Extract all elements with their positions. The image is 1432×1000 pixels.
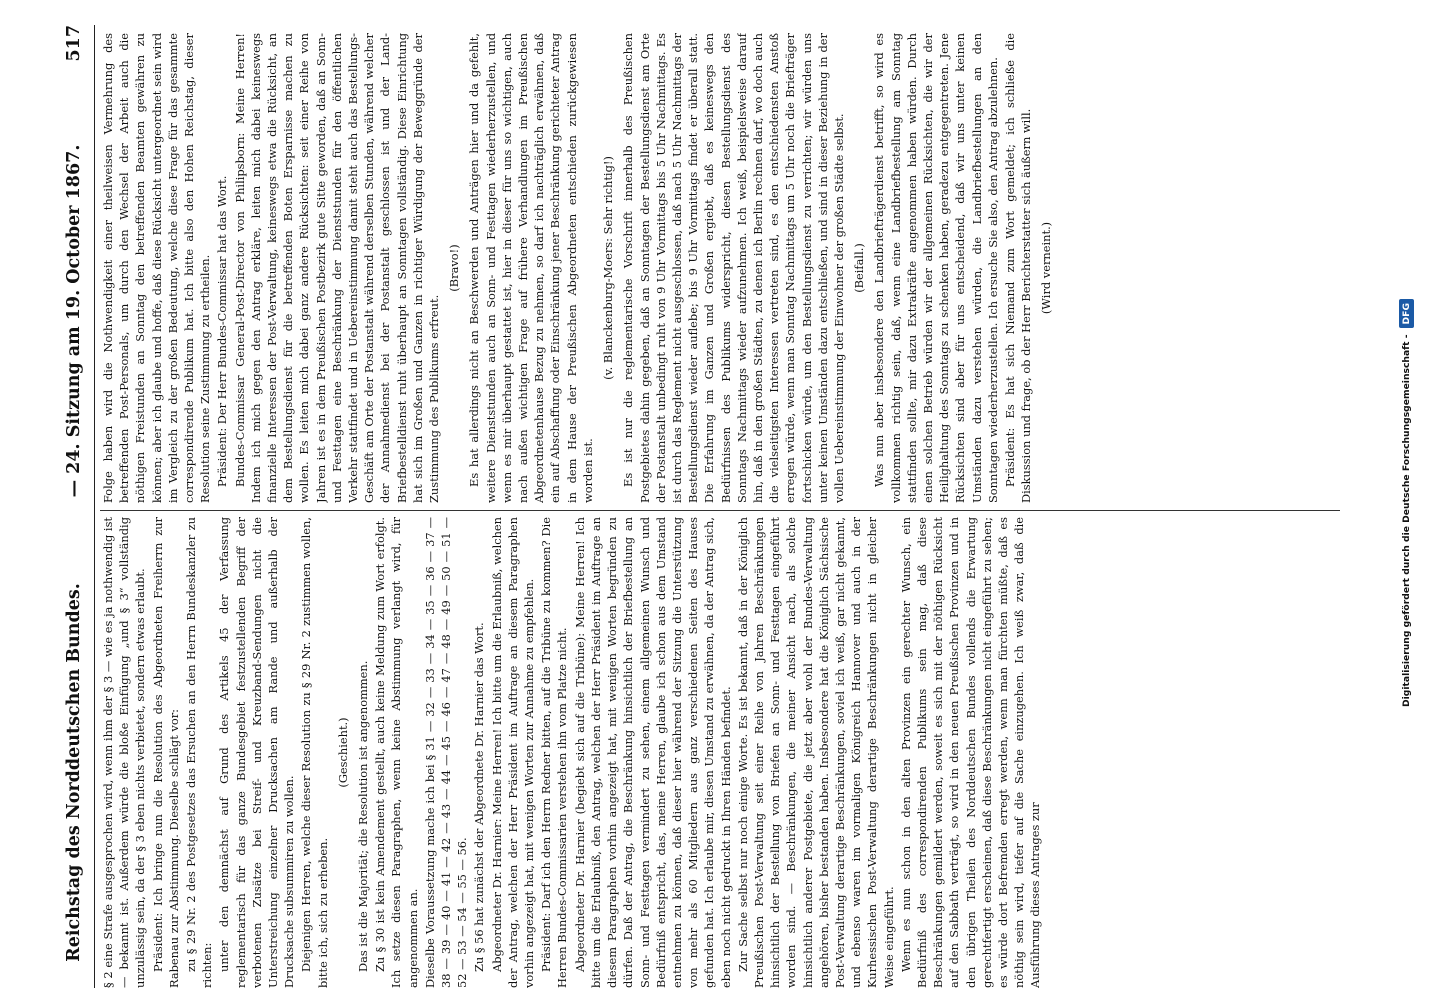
paragraph: Diejenigen Herren, welche dieser Resolution zu § 29 Nr. 2 zustimmen wollen, bitte ich, sich zu erheben. xyxy=(299,517,330,988)
paragraph: Präsident: Darf ich den Herrn Redner bitten, auf die Tribüne zu kommen? Die Herren Bundes-Commissarien verstehen ihn vom Platze nicht. xyxy=(539,517,570,988)
left-column xyxy=(100,517,1340,988)
paragraph: Folge haben wird die Nothwendigkeit einer theilweisen Vermehrung des betreffenden Post-Personals, um durch den Wechsel der Arbeit auch die nöthigen Freistunden an Sonntag den betreffenden Beamten gewähren zu können; aber ich glaube und hoffe, daß diese Rücksicht untergeordnet sein wird im Vergleich zu der großen Bedeutung, welche diese Frage für das gesammte correspondirende Publikum hat. Ich bitte also den Hohen Reichstag, dieser Resolution seine Zustimmung zu ertheilen. xyxy=(101,33,213,503)
paragraph: Das ist die Majorität; die Resolution ist angenommen. xyxy=(356,660,371,972)
paragraph: Was nun aber insbesondere den Landbriefträgerdienst betrifft, so wird es vollkommen richtig sein, daß, wenn eine Landbriefbestellung am Sonntag stattfinden sollte, mir dazu Extrakräfte angenommen haben würden. Durch einen solchen Betrieb würden wir der allgemeinen Rücksichten, die wir der Heilighaltung des Sonntags zu schenken haben, geradezu entgegentreten. Jene Rücksichten sind aber für uns entscheidend, daß wir uns unter keinen Umständen dazu verstehen würden, die Landbriefbestellungen an den Sonntagen wiederherzustellen. Ich ersuche Sie also, den Antrag abzulehnen. xyxy=(872,33,1000,503)
paragraph: unter den demnächst auf Grund des Artikels 45 der Verfassung reglementarisch für das ganze Bundesgebiet festzustellenden Begriff der verbotenen Zusätze bei Streif- und Kreuzband-Sendungen nicht die Unterstreichung einzelner Drucksachen am Rande und außerhalb der Drucksache subsummiren zu wollen. xyxy=(217,517,297,988)
paragraph: (Beifall.) xyxy=(852,243,867,293)
header-session: — 24. Sitzung am 19. October 1867. xyxy=(64,144,84,498)
paragraph: Es hat allerdings nicht an Beschwerden und Anträgen hier und da gefehlt, weitere Dienststunden auch an Sonn- und Festtagen wiederherzustellen, und wenn es mir überhaupt gestattet ist, hier in dieser für uns so wichtigen, auch nach außen wichtigen Frage auf frühere Verhandlungen im Preußischen Abgeordnetenhause Bezug zu nehmen, so darf ich nachträglich erwähnen, daß ein auf Abschaffung oder Einschränkung jener Beschränkung gerichteter Antrag in dem Hause der Preußischen Abgeordneten entschieden zurückgewiesen worden ist. xyxy=(467,33,595,503)
paragraph: Zu § 56 hat zunächst der Abgeordnete Dr. Harnier das Wort. xyxy=(472,622,487,972)
page-number: 517 xyxy=(64,25,84,62)
paragraph: Abgeordneter Dr. Harnier (begiebt sich auf die Tribüne): Meine Herren! Ich bitte um die Erlaubniß, den Antrag, welchen der Herr Präsident im Auftrage an diesem Paragraphen vorhin angezeigt hat, mit wenigen Worten begründen zu dürfen. Daß der Antrag, die Beschränkung hinsichtlich der Briefbestellung an Sonn- und Festtagen vermindert zu sehen, einem allgemeinen Wunsch und Bedürfniß entspricht, das, meine Herren, glaube ich schon aus dem Umstand entnehmen zu können, daß dieser hier während der Sitzung die Unterstützung von mehr als 60 Mitgliedern aus ganz verschiedenen Seiten des Hauses gefunden hat. Ich erlaube mir, diesen Umstand zu erwähnen, da der Antrag sich, eben noch nicht gedruckt in Ihren Händen befindet. xyxy=(572,517,733,988)
paragraph: Zu § 30 ist kein Amendement gestellt, auch keine Meldung zum Wort erfolgt. Ich setze diesen Paragraphen, wenn keine Abstimmung verlangt wird, für angenommen an. xyxy=(373,517,420,988)
paragraph: Abgeordneter Dr. Harnier: Meine Herren! Ich bitte um die Erlaubniß, welchen der Antrag, welchen der Herr Präsident im Auftrage an diesem Paragraphen vorhin angezeigt hat, mit wenigen Worten zur Annahme zu empfehlen. xyxy=(489,517,537,988)
paragraph: Präsident: Es hat sich Niemand zum Wort gemeldet; ich schließe die Diskussion und frage, ob der Herr Berichterstatter sich äußern will. xyxy=(1002,33,1034,503)
paragraph: Dieselbe Voraussetzung mache ich bei § 31 — 32 — 33 — 34 — 35 — 36 — 37 — 38 — 39 — 40 — 41 — 42 — 43 — 44 — 45 — 46 — 47 — 48 — 49 — 50 — 51 — 52 — 53 — 54 — 55 — 56. xyxy=(422,517,470,988)
right-column xyxy=(100,33,1340,503)
paragraph: Präsident: Der Herr Bundes-Commissar hat das Wort. xyxy=(215,175,230,487)
paragraph: Es ist nur die reglementarische Vorschrift innerhalb des Preußischen Postgebietes dahin gegeben, daß an Sonntagen der Bestellungsdienst am Orte der Postanstalt unbedingt ruht von 9 Uhr Vormittags bis 5 Uhr Nachmittags. Es ist durch das Reglement nicht ausgeschlossen, daß nach 5 Uhr Nachmittags der Bestellungsdienst wieder auflebe; bis 9 Uhr Vormittags findet er überall statt. Die Erfahrung im Ganzen und Großen ergiebt, daß es keineswegs den Bedürfnissen des Publikums widerspricht, diesen Bestellungsdienst des Sonntags Nachmittags wieder aufzunehmen. Ich weiß, beispielsweise darauf hin, daß in den großen Städten, zu denen ich Berlin rechnen darf, wo doch auch die vielseitigsten Interessen vertreten sind, es den entschiedensten Anstoß erregen würde, wenn man Sonntag Nachmittags um 5 Uhr noch die Briefträger fortschicken würde, um den Bestellungsdienst zu verrichten; wir würden uns unter keinen Umständen dazu entschließen, und sind in dieser Beziehung in der vollen Uebereinstimmung der Einwohner der großen Städte selbst. xyxy=(621,33,846,503)
column-divider xyxy=(100,510,1340,511)
paragraph: (Bravo!) xyxy=(447,244,462,292)
paragraph: § 2 eine Strafe ausgesprochen wird, wenn ihm der § 3 — wie es ja nothwendig ist — bekannt ist. Außerdem würde die bloße Einfügung „und § 3“ vollständig unzulässig sein, da der § 3 eben nichts verbietet, sondern etwas erlaubt. xyxy=(101,517,148,988)
digitization-credit: Digitalisierung gefördert durch die Deutsche Forschungsgemeinschaft - xyxy=(1400,334,1412,708)
paragraph: (Geschieht.) xyxy=(335,717,350,788)
paragraph: Wenn es nun schon in den alten Provinzen ein gerechter Wunsch, ein Bedürfniß des correspondirenden Publikums sein mag, daß diese Beschränkungen gemildert werden, soweit es sich mit der nöthigen Rücksicht auf den Sabbath verträgt, so wird in den neuen Preußischen Provinzen und in den übrigen Theilen des Norddeutschen Bundes vollends die Erwartung gerechtfertigt erscheinen, daß diese Beschränkungen nicht eingeführt zu sehen; es würde dort Befremden erregt werden, wenn man fürchten müßte, daß es nöthig sein wird, tiefer auf die Sache einzugehen. Ich weiß zwar, daß die Ausführung dieses Antrages zur xyxy=(898,517,1043,988)
page-header xyxy=(54,25,95,988)
dfg-logo: DFG xyxy=(1399,299,1414,328)
paragraph: (v. Blanckenburg-Moers: Sehr richtig!) xyxy=(601,156,616,380)
page-footer xyxy=(1392,0,1420,1000)
header-title: Reichstag des Norddeutschen Bundes. xyxy=(64,583,84,962)
paragraph: Zur Sache selbst nur noch einige Worte. Es ist bekannt, daß in der Königlich Preußischen Post-Verwaltung seit einer Reihe von Jahren Beschränkungen hinsichtlich der Bestellung von Briefen an Sonn- und Festtagen eingeführt worden sind. — Beschränkungen, die meiner Ansicht nach, als solche hinsichtlich anderer Postgebiete, die jetzt aber wohl der Bundes-Verwaltung angehören, bisher bestanden haben. Insbesondere hat die Königlich Sächsische Post-Verwaltung derartige Beschränkungen, soviel ich weiß, gar nicht gekannt, und ebenso waren im vormaligen Königreich Hannover und auch in der Kurhessischen Post-Verwaltung derartige Beschränkungen nicht in gleicher Weise eingeführt. xyxy=(735,517,896,988)
paragraph: Bundes-Commissar General-Post-Director von Philipsborn: Meine Herren! Indem ich mich gegen den Antrag erkläre, leiten mich dabei keineswegs finanzielle Interessen der Post-Verwaltung, keineswegs etwa die Rücksicht, an dem Bestellungsdienst für die betreffenden Boten Ersparnisse machen zu wollen. Es leiten mich dabei ganz andere Rücksichten: seit einer Reihe von Jahren ist es in dem Preußischen Postbezirk gute Sitte geworden, daß an Sonn- und Festtagen eine Beschränkung der Dienststunden für den öffentlichen Verkehr stattfindet und in Uebereinstimmung damit steht auch das Bestellungs-Geschäft am Orte der Postanstalt während derselben Stunden, während welcher der Annahmedienst bei der Postanstalt geschlossen ist und der Land-Briefbestelldienst ruht überhaupt an Sonntagen vollständig. Diese Einrichtung hat sich im Großen und Ganzen in richtiger Würdigung der Beweggründe der Zustimmung des Publikums erfreut. xyxy=(232,33,442,503)
paragraph: (Wird verneint.) xyxy=(1039,221,1054,315)
paragraph: zu § 29 Nr. 2 des Postgesetzes das Ersuchen an den Herrn Bundeskanzler zu richten: xyxy=(184,517,215,988)
paragraph: Präsident: Ich bringe nun die Resolution des Abgeordneten Freiherrn zur Rabenau zur Abstimmung. Dieselbe schlägt vor: xyxy=(150,517,181,988)
